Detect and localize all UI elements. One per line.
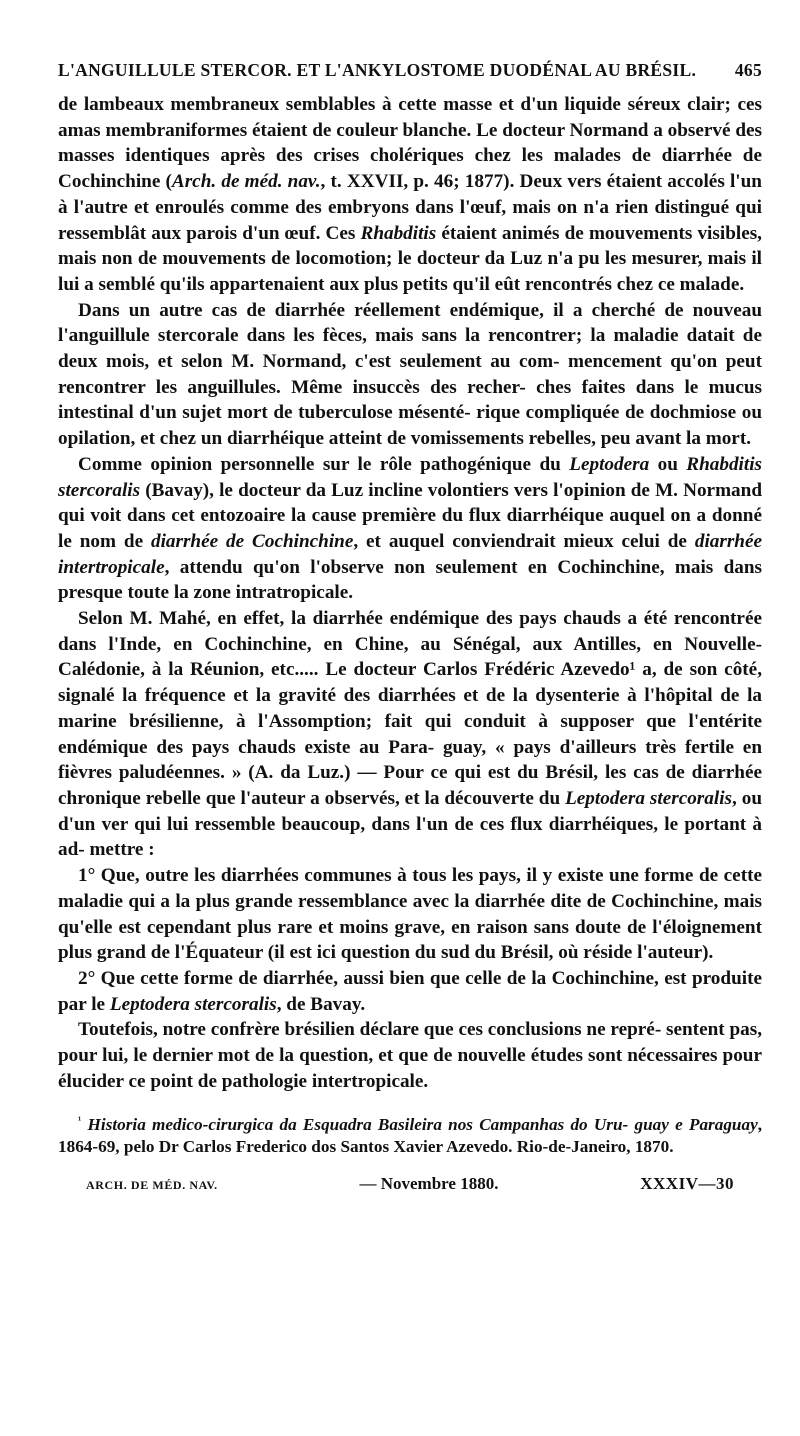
text-run: de lambeaux membraneux semblables à cette masse et d'un liquide séreux clair; ces amas membraniformes étaient de couleur blanche. Le docteur Normand a observé des masses identiques après des crises cholériques chez les malades de diarrhée de Cochinchine ( (58, 94, 762, 193)
paragraph (58, 606, 762, 863)
italic-text: Leptodera stercoralis (565, 787, 732, 809)
italic-text: Historia medico-cirurgica da Esquadra Basileira nos Campanhas do Uru- guay e Paraguay (87, 1115, 758, 1135)
text-run: (Bavay), le docteur da Luz incline volontiers vers l'opinion de M. Normand qui voit dans cet entozoaire la cause première du flux diarrhéique auquel on a donné le nom de (58, 479, 762, 552)
text-run: Dans un autre cas de diarrhée réellement endémique, il a cherché de nouveau l'anguillule stercorale dans les fèces, mais sans la rencontrer; la maladie datait de deux mois, et selon M. Normand, c'est seulement au com- mencement qu'on peut rencontrer les anguillules. Même insuccès des recher- ches faites dans le mucus intestinal d'un sujet mort de tuberculose mésenté- rique compliquée de dochmiose ou opilation, et chez un diarrhéique atteint de vomissements rebelles, peu avant la mort. (58, 299, 762, 450)
paragraph (58, 966, 762, 1017)
paragraph (58, 298, 762, 452)
text-run: , de Bavay. (276, 993, 366, 1015)
text-run: étaient animés de mouvements visibles, mais non de mouvements de locomotion; le docteur da Luz n'a pu les mesurer, mais il lui a semblé qu'ils appartenaient aux plus petits qu'il eût rencontrés chez ce malade. (58, 222, 762, 295)
footnote-marker: ¹ (78, 1114, 82, 1127)
footnote-text (58, 1115, 762, 1156)
issue-date: — Novembre 1880. (359, 1174, 499, 1194)
running-title: L'ANGUILLULE STERCOR. ET L'ANKYLOSTOME DUODÉNAL AU BRÉSIL. (58, 60, 697, 80)
italic-text: Rhabditis stercoralis (58, 453, 762, 501)
paragraph (58, 1017, 762, 1094)
paragraph (58, 452, 762, 606)
footnote (58, 1114, 762, 1158)
text-run: Toutefois, notre confrère brésilien déclare que ces conclusions ne repré- sentent pas, pour lui, le dernier mot de la question, et que de nouvelle études sont nécessaires pour élucider ce point de pathologie intertropicale. (58, 1019, 762, 1092)
page-number: 465 (734, 60, 762, 80)
journal-abbreviation: ARCH. DE MÉD. NAV. (86, 1178, 218, 1193)
italic-text: Arch. de méd. nav. (171, 171, 321, 193)
text-run: , ou d'un ver qui lui ressemble beaucoup, dans l'un de ces flux diarrhéiques, le portant à ad- mettre : (58, 787, 762, 861)
paragraph (58, 92, 762, 298)
text-run: Selon M. Mahé, en effet, la diarrhée endémique des pays chauds a été rencontrée dans l'Inde, en Cochinchine, en Chine, au Sénégal, aux Antilles, en Nouvelle-Calédonie, à la Réunion, etc..... Le docteur Carlos Frédéric Azevedo¹ a, de son côté, signalé la fréquence et la gravité des diarrhées et de la dysenterie à l'hôpital de la marine brésilienne, à l'Assomption; fait qui conduit à supposer que l'entérite endémique des pays chauds existe au Para- guay, « pays d'ailleurs très fertile en fièvres paludéennes. » (A. da Luz.) — Pour ce qui est du Brésil, les cas de diarrhée chronique rebelle que l'auteur a observés, et la découverte du (58, 608, 762, 809)
body-text (58, 92, 762, 1094)
text-run: 2° Que cette forme de diarrhée, aussi bien que celle de la Cochinchine, est produite par le (58, 967, 762, 1015)
text-run: , t. XXVII, p. 46; 1877). Deux vers étaient accolés l'un à l'autre et enroulés comme des embryons dans l'œuf, mais on n'a rien distingué qui ressemblât aux parois d'un œuf. Ces (58, 171, 762, 244)
text-run: Comme opinion personnelle sur le rôle pathogénique du (78, 453, 570, 475)
paragraph (58, 863, 762, 966)
signature-mark: XXXIV—30 (640, 1174, 734, 1194)
italic-text: diarrhée de Cochinchine (150, 530, 354, 552)
text-run: , 1864-69, pelo Dr Carlos Frederico dos Santos Xavier Azevedo. Rio-de-Janeiro, 1870. (58, 1115, 762, 1157)
text-run: , et auquel conviendrait mieux celui de (353, 530, 695, 552)
text-run: ou (649, 453, 687, 475)
italic-text: Leptodera (569, 453, 650, 475)
italic-text: diarrhée intertropicale (58, 530, 762, 578)
document-page (58, 60, 762, 1194)
page-footer (58, 1174, 762, 1194)
text-run: , attendu qu'on l'observe non seulement en Cochinchine, mais dans presque toute la zone intratropicale. (58, 556, 762, 604)
italic-text: Rhabditis (360, 222, 437, 244)
italic-text: Leptodera stercoralis (109, 993, 277, 1015)
running-header (58, 60, 762, 84)
text-run: 1° Que, outre les diarrhées communes à tous les pays, il y existe une forme de cette maladie qui a la plus grande ressemblance avec la diarrhée dite de Cochinchine, mais qu'elle est cependant plus rare et moins grave, en raison sans doute de l'éloignement plus grand de l'Équateur (il est ici question du sud du Brésil, où réside l'auteur). (58, 865, 762, 964)
